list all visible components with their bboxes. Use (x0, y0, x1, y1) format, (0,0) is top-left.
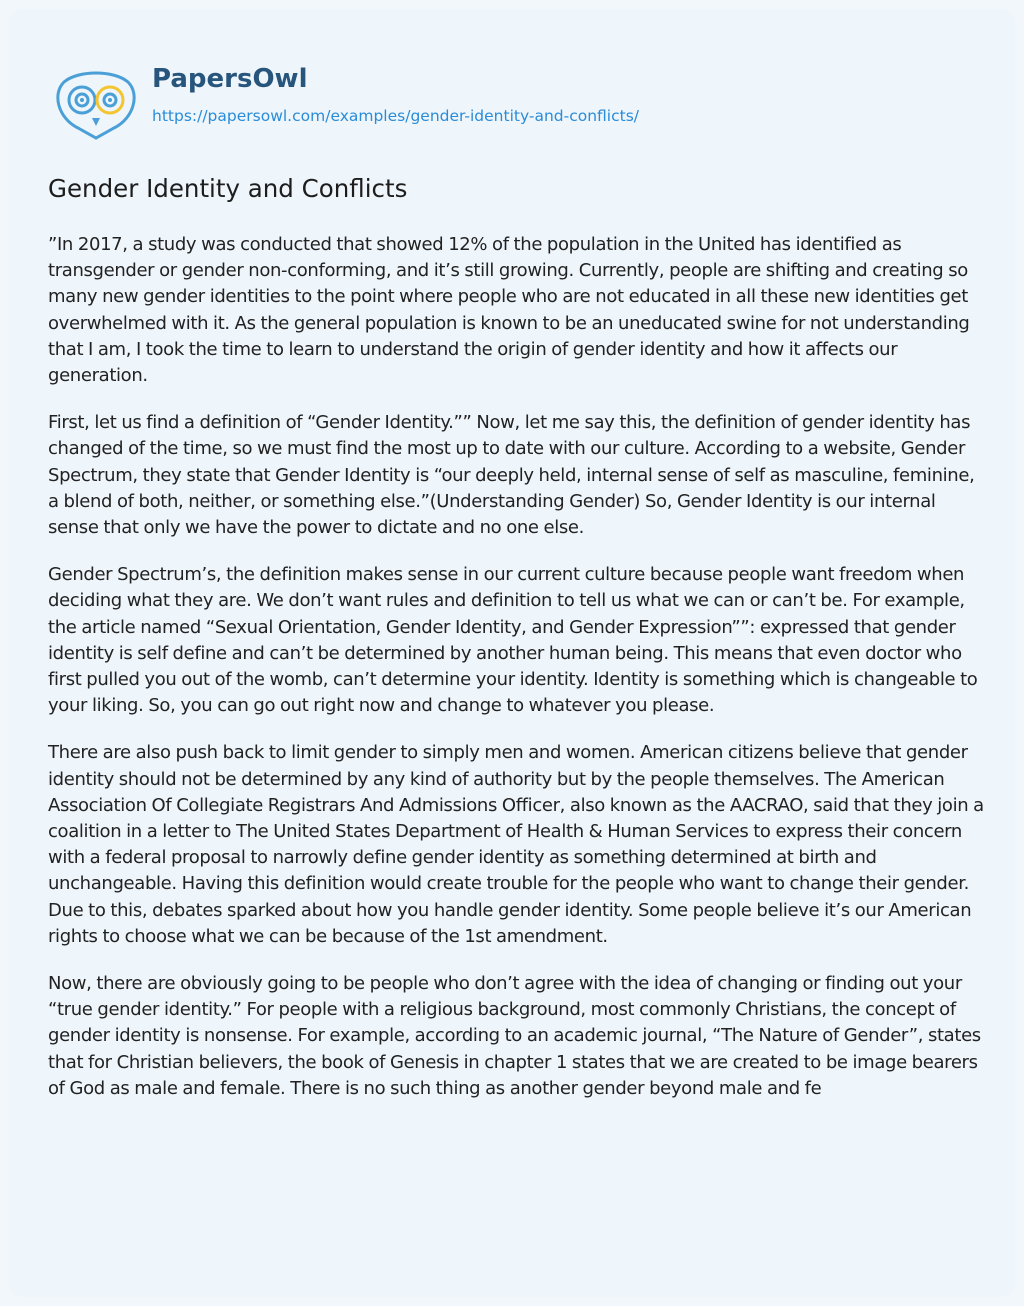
essay-paragraph: Now, there are obviously going to be people who don’t agree with the idea of changing or finding out your “true gender identity.” For people with a religious background, most commonly Christians, the concept of gender identity is nonsense. For example, according to an academic journal, “The Nature of Gender”, states that for Christian believers, the book of Genesis in chapter 1 states that we are created to be image bearers of God as male and female. There is no such thing as another gender beyond male and fe (48, 973, 981, 1099)
essay-paragraph: There are also push back to limit gender to simply men and women. American citizens believe that gender identity should not be determined by any kind of authority but by the people themselves. The American Association Of Collegiate Registrars And Admissions Officer, also known as the AACRAO, said that they join a coalition in a letter to The United States Department of Health & Human Services to express their concern with a federal proposal to narrowly define gender identity as something determined at birth and unchangeable. Having this definition would create trouble for the people who want to change their gender. Due to this, debates sparked about how you handle gender identity. Some people believe it’s our American rights to choose what we can be because of the 1st amendment. (48, 742, 984, 947)
brand-name: PapersOwl (152, 64, 308, 94)
source-url-link[interactable]: https://papersowl.com/examples/gender-identity-and-conflicts/ (152, 107, 640, 125)
document-title: Gender Identity and Conflicts (48, 174, 408, 203)
owl-logo-icon (50, 68, 142, 140)
essay-paragraph: First, let us find a definition of “Gender Identity.”” Now, let me say this, the definition of gender identity has changed of the time, so we must find the most up to date with our culture. According to a website, Gender Spectrum, they state that Gender Identity is “our deeply held, internal sense of self as masculine, feminine, a blend of both, neither, or something else.”(Understanding Gender) So, Gender Identity is our internal sense that only we have the power to dictate and no one else. (48, 412, 975, 539)
essay-body (48, 232, 984, 1102)
essay-paragraph: ”In 2017, a study was conducted that showed 12% of the population in the United has identified as transgender or gender non-conforming, and it’s still growing. Currently, people are shifting and creating so many new gender identities to the point where people who are not educated in all these new identities get overwhelmed with it. As the general population is known to be an uneducated swine for not understanding that I am, I took the time to learn to understand the origin of gender identity and how it affects our generation. (48, 234, 970, 387)
essay-paragraph: Gender Spectrum’s, the definition makes sense in our current culture because people want freedom when deciding what they are. We don’t want rules and definition to tell us what we can or can’t be. For example, the article named “Sexual Orientation, Gender Identity, and Gender Expression””: expressed that gender identity is self define and can’t be determined by another human being. This means that even doctor who first pulled you out of the womb, can’t determine your identity. Identity is something which is changeable to your liking. So, you can go out right now and change to whatever you please. (48, 564, 978, 717)
